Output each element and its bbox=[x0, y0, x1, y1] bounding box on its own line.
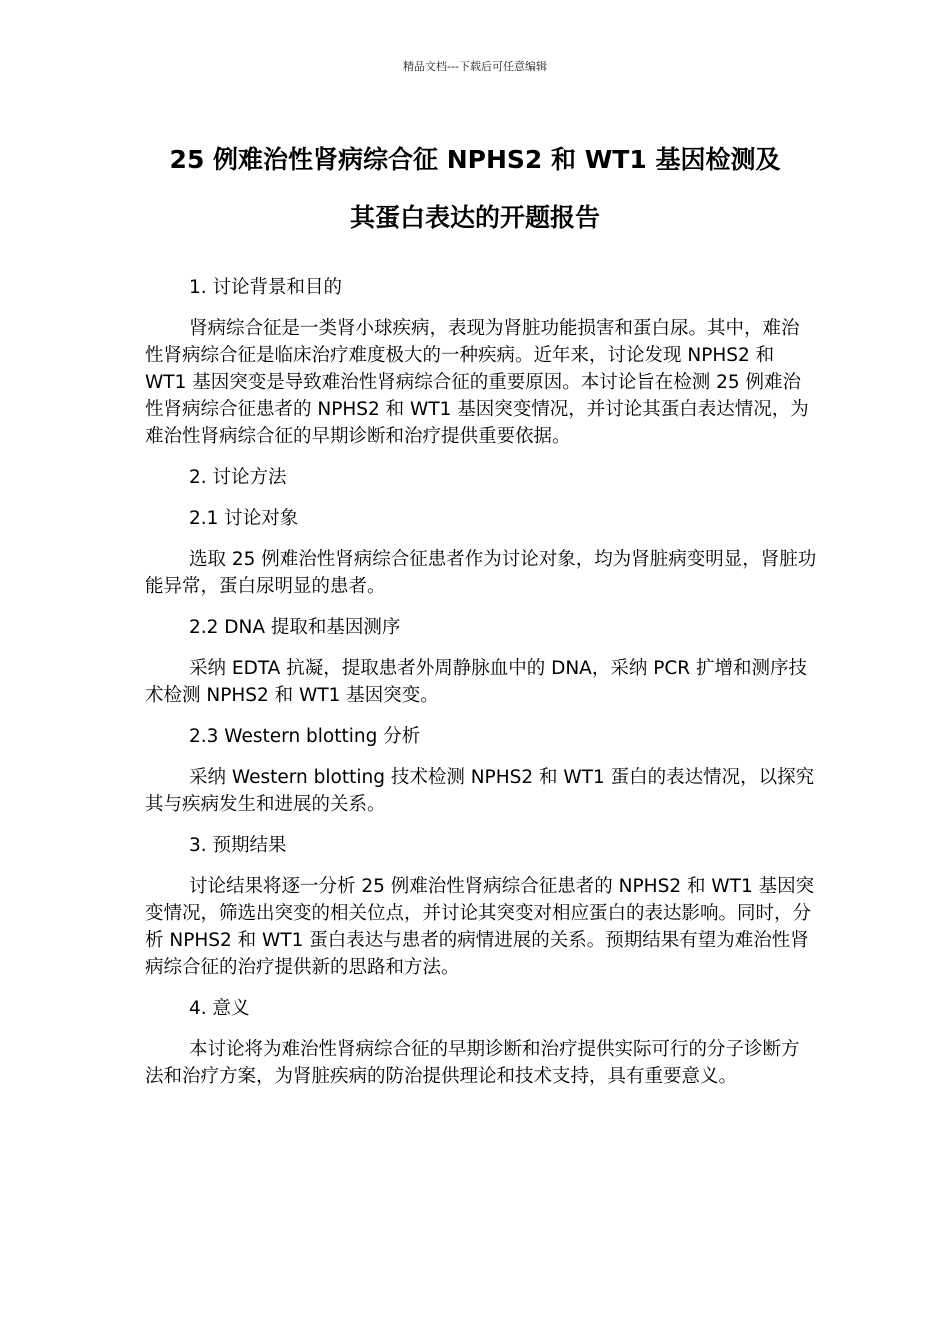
section-3-paragraph: 讨论结果将逐一分析 25 例难治性肾病综合征患者的 NPHS2 和 WT1 基因突变情况，筛选出突变的相关位点，并讨论其突变对相应蛋白的表达影响。同时，分析 NPHS2 和 WT1 蛋白表达与患者的病情进展的关系。预期结果有望为难治性肾病综合征的治疗提供新的思路和方法。 bbox=[145, 876, 815, 978]
section-2-1-heading: 2.1 讨论对象 bbox=[189, 508, 299, 529]
page-header: 精品文档---下载后可任意编辑 bbox=[403, 60, 547, 73]
section-3-heading: 3. 预期结果 bbox=[189, 835, 287, 856]
section-2-1-paragraph: 选取 25 例难治性肾病综合征患者作为讨论对象，均为肾脏病变明显，肾脏功能异常，蛋白尿明显的患者。 bbox=[145, 549, 817, 597]
section-2-2-paragraph: 采纳 EDTA 抗凝，提取患者外周静脉血中的 DNA，采纳 PCR 扩增和测序技术检测 NPHS2 和 WT1 基因突变。 bbox=[145, 658, 808, 706]
section-2-heading: 2. 讨论方法 bbox=[189, 467, 287, 488]
section-4-paragraph: 本讨论将为难治性肾病综合征的早期诊断和治疗提供实际可行的分子诊断方法和治疗方案，为肾脏疾病的防治提供理论和技术支持，具有重要意义。 bbox=[145, 1039, 800, 1087]
section-4-heading: 4. 意义 bbox=[189, 998, 250, 1019]
section-1-paragraph: 肾病综合征是一类肾小球疾病，表现为肾脏功能损害和蛋白尿。其中，难治性肾病综合征是临床治疗难度极大的一种疾病。近年来，讨论发现 NPHS2 和 WT1 基因突变是导致难治性肾病综合征的重要原因。本讨论旨在检测 25 例难治性肾病综合征患者的 NPHS2 和 WT1 基因突变情况，并讨论其蛋白表达情况，为难治性肾病综合征的早期诊断和治疗提供重要依据。 bbox=[145, 318, 809, 447]
section-2-3-heading: 2.3 Western blotting 分析 bbox=[189, 726, 421, 747]
section-2-2-heading: 2.2 DNA 提取和基因测序 bbox=[189, 617, 401, 638]
section-2-3-paragraph: 采纳 Western blotting 技术检测 NPHS2 和 WT1 蛋白的表达情况，以探究其与疾病发生和进展的关系。 bbox=[145, 767, 815, 815]
section-1-heading: 1. 讨论背景和目的 bbox=[189, 277, 343, 298]
document-title-line-1: 25 例难治性肾病综合征 NPHS2 和 WT1 基因检测及 bbox=[169, 145, 781, 174]
document-body bbox=[145, 274, 817, 1104]
document-title-line-2: 其蛋白表达的开题报告 bbox=[349, 203, 600, 232]
